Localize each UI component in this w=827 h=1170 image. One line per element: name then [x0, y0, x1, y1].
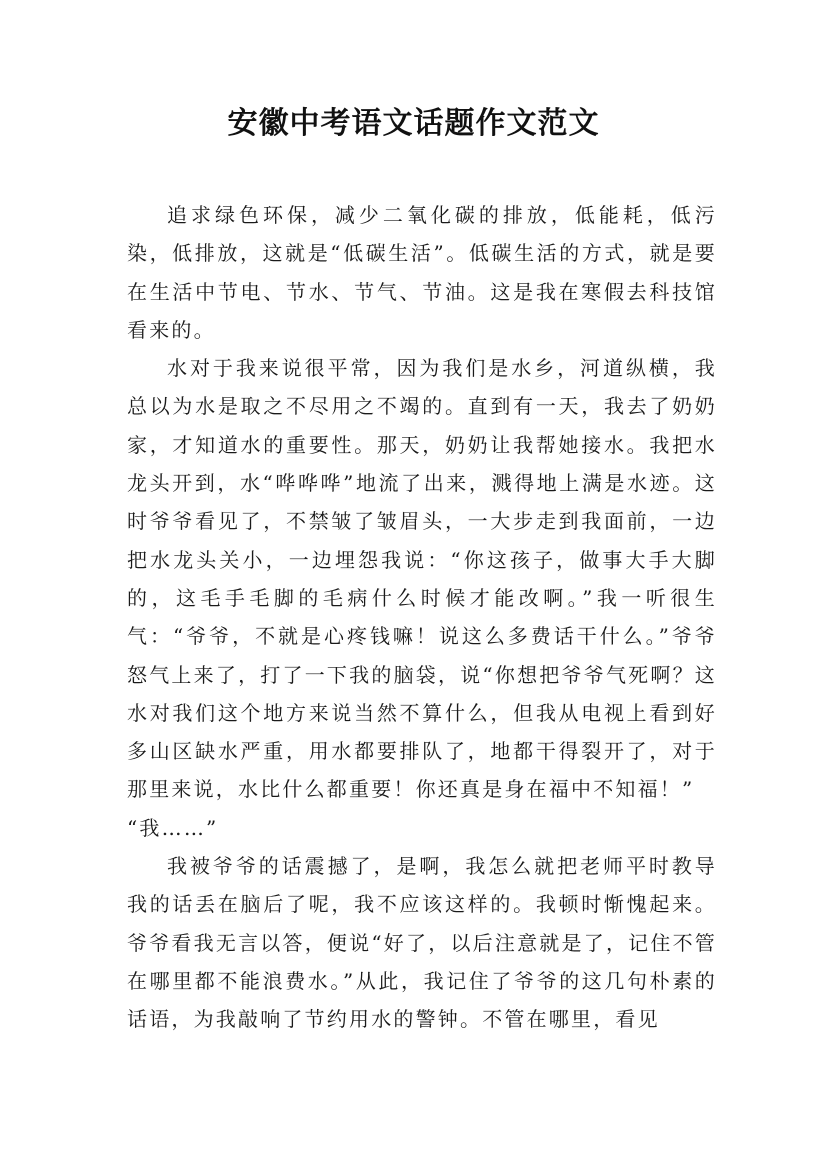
document-title: 安徽中考语文话题作文范文 [227, 106, 600, 141]
document-body [127, 196, 717, 1039]
paragraph-intro: 追求绿色环保，减少二氧化碳的排放，低能耗，低污染，低排放，这就是“低碳生活”。低碳生活的方式，就是要在生活中节电、节水、节气、节油。这是我在寒假去科技馆看来的。 [127, 203, 717, 342]
paragraph-water-story: 水对于我来说很平常，因为我们是水乡，河道纵横，我总以为水是取之不尽用之不竭的。直到有一天，我去了奶奶家，才知道水的重要性。那天，奶奶让我帮她接水。我把水龙头开到，水“哗哗哗”地流了出来，溅得地上满是水迹。这时爷爷看见了，不禁皱了皱眉头，一大步走到我面前，一边把水龙头关小，一边埋怨我说：“你这孩子，做事大手大脚的，这毛手毛脚的毛病什么时候才能改啊。”我一听很生气：“爷爷，不就是心疼钱嘛！说这么多费话干什么。”爷爷怒气上来了，打了一下我的脑袋，说“你想把爷爷气死啊？这水对我们这个地方来说当然不算什么，但我从电视上看到好多山区缺水严重，用水都要排队了，地都干得裂开了，对于那里来说，水比什么都重要！你还真是身在福中不知福！” [127, 356, 717, 802]
paragraph-reflection: 我被爷爷的话震撼了，是啊，我怎么就把老师平时教导我的话丢在脑后了呢，我不应该这样的。我顿时惭愧起来。爷爷看我无言以答，便说“好了，以后注意就是了，记住不管在哪里都不能浪费水。”从此，我记住了爷爷的这几句朴素的话语，为我敲响了节约用水的警钟。不管在哪里，看见 [127, 854, 717, 1032]
paragraph-reply: “我……” [127, 815, 219, 840]
